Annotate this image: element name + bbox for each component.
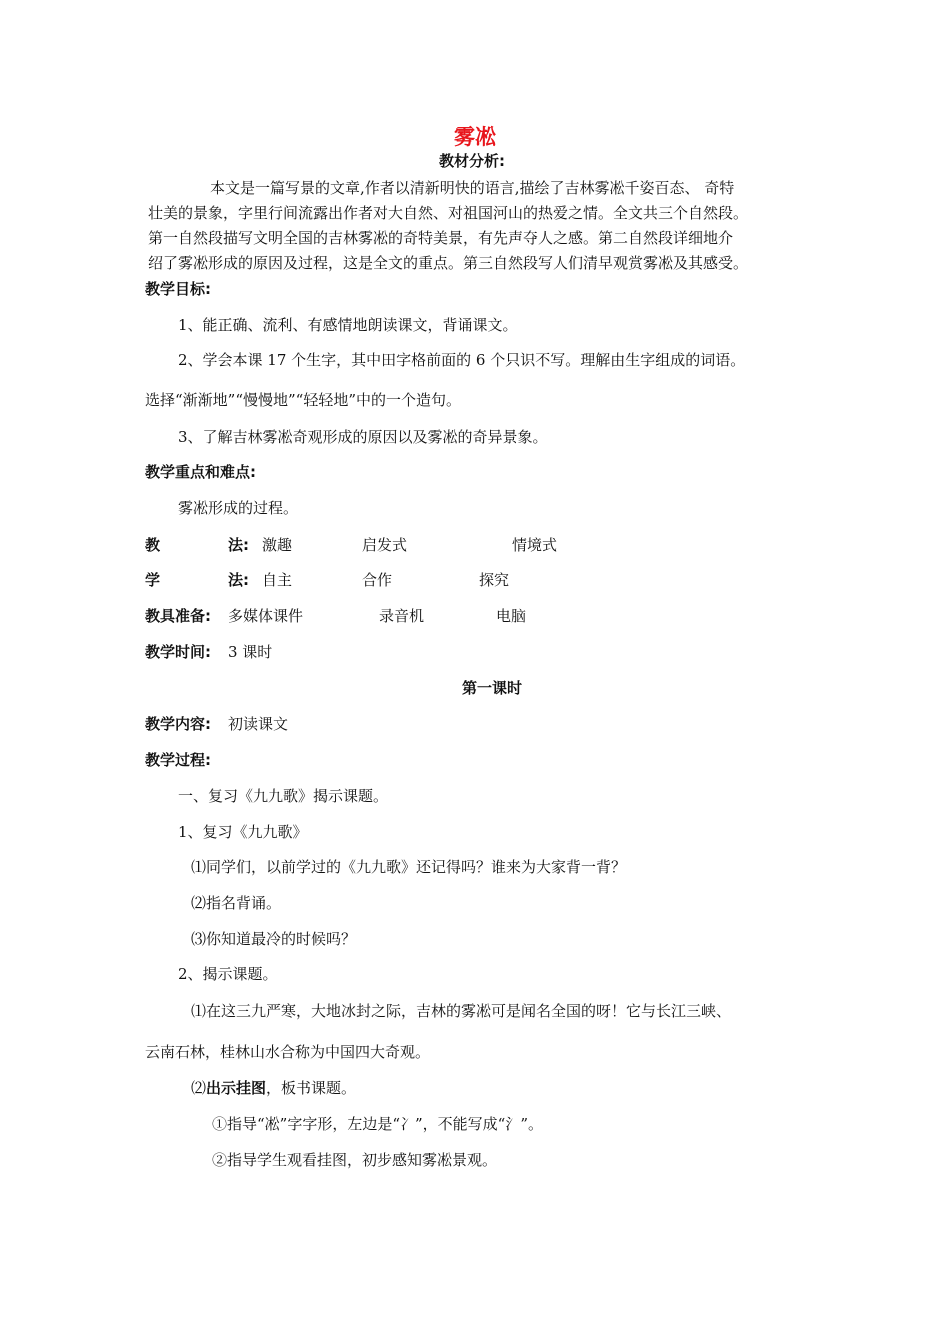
process-step-1: 一、复习《九九歌》揭示课题。 (178, 787, 389, 805)
document-title: 雾凇 (454, 125, 496, 149)
learning-method-3: 探究 (479, 571, 510, 589)
goal-item-1: 1、能正确、流利、有感情地朗读课文，背诵课文。 (178, 316, 518, 334)
process-sub-step-2: ②指导学生观看挂图，初步感知雾凇景观。 (212, 1151, 498, 1169)
process-step-1-1-c: ⑶你知道最冷的时候吗？ (191, 930, 357, 948)
tools-item-2: 录音机 (379, 607, 425, 625)
process-step-1-1: 1、复习《九九歌》 (178, 823, 308, 841)
time-label: 教学时间: (145, 643, 211, 661)
teaching-method-label-b: 法: (228, 536, 249, 554)
analysis-line-1: 本文是一篇写景的文章,作者以清新明快的语言,描绘了吉林雾凇千姿百态、 奇特 (210, 179, 735, 197)
teaching-method-1: 激趣 (262, 536, 293, 554)
step-2-rest: ，板书课题。 (266, 1079, 357, 1097)
learning-method-label-b: 法: (228, 571, 249, 589)
process-sub-step-1: ①指导“凇”字字形，左边是“冫”，不能写成“氵”。 (212, 1115, 544, 1133)
process-step-1-1-b: ⑵指名背诵。 (191, 894, 282, 912)
analysis-line-2: 壮美的景象，字里行间流露出作者对大自然、对祖国河山的热爱之情。全文共三个自然段。 (148, 204, 749, 222)
analysis-line-4: 绍了雾凇形成的原因及过程，这是全文的重点。第三自然段写人们清早观赏雾凇及其感受。 (148, 254, 749, 272)
goals-heading: 教学目标: (145, 280, 211, 298)
step-2-prefix: ⑵ (191, 1079, 207, 1097)
lesson-content-value: 初读课文 (228, 715, 289, 733)
process-step-1-2-a-cont: 云南石林，桂林山水合称为中国四大奇观。 (145, 1043, 431, 1061)
process-step-1-2-b (191, 1078, 356, 1098)
process-step-1-2: 2、揭示课题。 (178, 965, 278, 983)
tools-item-1: 多媒体课件 (228, 607, 304, 625)
teaching-method-2: 启发式 (362, 536, 408, 554)
goal-item-2-cont: 选择“渐渐地”“慢慢地”“轻轻地”中的一个造句。 (145, 391, 462, 409)
time-value: 3 课时 (228, 643, 273, 661)
analysis-line-3: 第一自然段描写文明全国的吉林雾凇的奇特美景，有先声夺人之感。第二自然段详细地介 (148, 229, 734, 247)
process-step-1-2-a: ⑴在这三九严寒，大地冰封之际，吉林的雾凇可是闻名全国的呀！它与长江三峡、 (191, 1002, 732, 1020)
step-2-bold: 出示挂图 (206, 1079, 267, 1097)
lesson-process-label: 教学过程: (145, 751, 211, 769)
focus-text: 雾凇形成的过程。 (178, 499, 299, 517)
lesson-content-label: 教学内容: (145, 715, 211, 733)
learning-method-label-a: 学 (145, 571, 161, 589)
tools-label: 教具准备: (145, 607, 211, 625)
lesson1-heading: 第一课时 (462, 679, 523, 697)
process-step-1-1-a: ⑴同学们，以前学过的《九九歌》还记得吗？谁来为大家背一背？ (191, 858, 627, 876)
analysis-heading: 教材分析: (439, 152, 505, 170)
focus-heading: 教学重点和难点: (145, 463, 256, 481)
learning-method-2: 合作 (362, 571, 393, 589)
teaching-method-3: 情境式 (512, 536, 558, 554)
tools-item-3: 电脑 (496, 607, 527, 625)
teaching-method-label-a: 教 (145, 536, 161, 554)
goal-item-3: 3、了解吉林雾凇奇观形成的原因以及雾凇的奇异景象。 (178, 428, 548, 446)
goal-item-2: 2、学会本课 17 个生字，其中田字格前面的 6 个只识不写。理解由生字组成的词语。 (178, 351, 746, 369)
learning-method-1: 自主 (262, 571, 293, 589)
